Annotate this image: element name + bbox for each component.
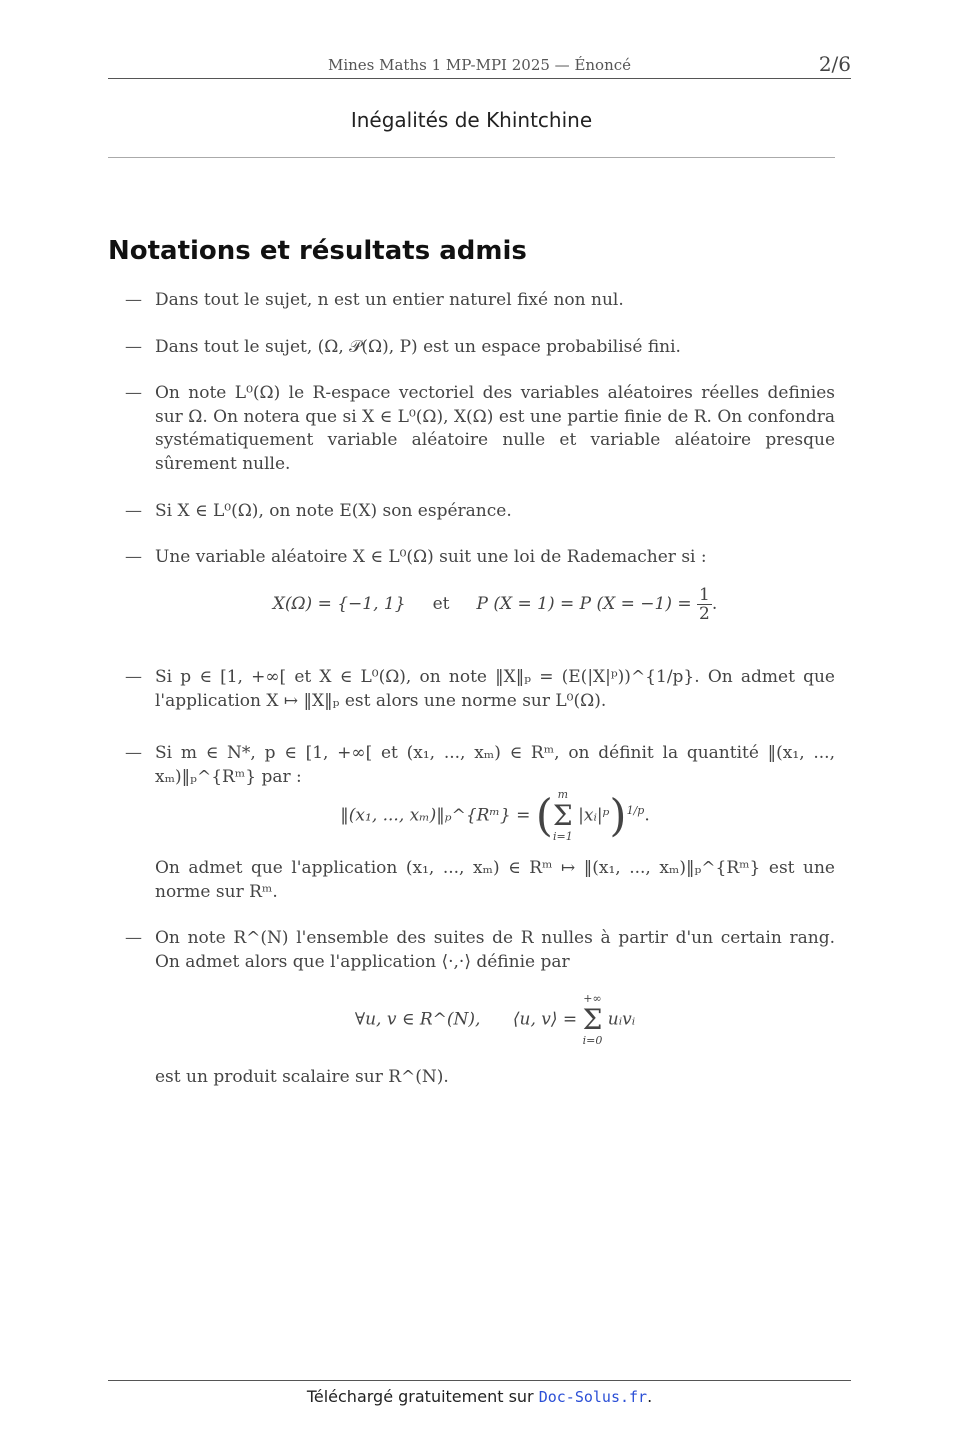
item-text: Si m ∈ N*, p ∈ [1, +∞[ et (x₁, ..., xₘ) ∈ Rᵐ, on définit la quantité ‖(x₁, ..., xₘ)‖ₚ^{Rᵐ} par : xyxy=(155,743,835,787)
item-text: On admet que l'application (x₁, ..., xₘ) ∈ Rᵐ ↦ ‖(x₁, ..., xₘ)‖ₚ^{Rᵐ} est une norme sur Rᵐ. xyxy=(155,858,835,902)
fraction xyxy=(697,586,712,623)
rademacher-equation: X(Ω) = {−1, 1} et P (X = 1) = P (X = −1) = $\frac{1}{2}$ . xyxy=(272,585,718,624)
list-item xyxy=(125,382,835,476)
page-number: 2/6 xyxy=(818,52,851,76)
section-title: Notations et résultats admis xyxy=(108,236,527,266)
title-divider xyxy=(108,157,835,158)
summation: m Σ i=1 xyxy=(552,788,573,843)
doc-solus-link[interactable]: Doc-Solus.fr xyxy=(538,1388,648,1406)
equation-part: uᵢvᵢ xyxy=(607,1009,636,1030)
item-text: On note R^(N) l'ensemble des suites de R nulles à partir d'un certain rang. On admet alors que l'application ⟨·,·⟩ définie par xyxy=(155,928,835,972)
equation-part: |xᵢ|ᵖ xyxy=(578,805,610,826)
running-title: Mines Maths 1 MP-MPI 2025 — Énoncé xyxy=(327,56,632,74)
item-text: Dans tout le sujet, (Ω, 𝒫(Ω), P) est un espace probabilisé fini. xyxy=(155,337,681,357)
item-text: Si p ∈ [1, +∞[ et X ∈ L⁰(Ω), on note ‖X‖ₚ = (E(|X|ᵖ))^{1/p}. On admet que l'application X ↦ ‖X‖ₚ est alors une norme sur L⁰(Ω). xyxy=(155,667,835,711)
list-item xyxy=(125,289,835,313)
fraction-numerator: 1 xyxy=(699,585,710,605)
fraction-denominator: 2 xyxy=(699,604,710,624)
item-text: Une variable aléatoire X ∈ L⁰(Ω) suit une loi de Rademacher si : xyxy=(155,547,707,567)
equation-part: X(Ω) = {−1, 1} xyxy=(272,594,406,614)
item-text: On note L⁰(Ω) le R-espace vectoriel des variables aléatoires réelles definies sur Ω. On notera que si X ∈ L⁰(Ω), X(Ω) est une partie finie de R. On confondra systématiquement variable aléatoire nulle et variable aléatoire presque sûrement nulle. xyxy=(155,383,835,474)
sum-upper-limit: m xyxy=(557,788,569,801)
list-item xyxy=(125,927,835,974)
inner-product-equation xyxy=(155,992,835,1048)
sum-lower-limit: i=0 xyxy=(582,1034,603,1047)
dash-bullet: — xyxy=(125,667,142,687)
dash-bullet: — xyxy=(125,501,142,521)
equation-part: ⟨u, v⟩ = xyxy=(512,1009,578,1030)
list-item-continuation xyxy=(155,857,835,904)
list-item xyxy=(125,500,835,524)
dash-bullet: — xyxy=(125,383,142,403)
footer-divider xyxy=(108,1380,851,1381)
norm-definition-equation: ‖(x₁, ..., xₘ)‖ₚ^{Rᵐ} = ( m Σ i=1 |xᵢ|ᵖ)$^{1/p}$. xyxy=(340,788,650,843)
exponent: 1/p xyxy=(626,803,645,817)
item-text: est un produit scalaire sur R^(N). xyxy=(155,1067,449,1087)
running-header xyxy=(108,54,851,79)
list-item xyxy=(125,546,835,570)
equation-part: P (X = 1) = P (X = −1) = xyxy=(476,594,692,614)
dash-bullet: — xyxy=(125,290,142,310)
list-item xyxy=(125,666,835,713)
sum-upper-limit: +∞ xyxy=(583,992,602,1005)
footer-prefix: Téléchargé gratuitement sur xyxy=(306,1387,534,1406)
list-item xyxy=(125,336,835,360)
dash-bullet: — xyxy=(125,928,142,948)
item-text: Si X ∈ L⁰(Ω), on note E(X) son espérance. xyxy=(155,501,512,521)
list-item-continuation xyxy=(155,1066,835,1090)
footer xyxy=(108,1387,851,1406)
equation-part: ∀u, v ∈ R^(N), xyxy=(354,1009,481,1030)
document-title: Inégalités de Khintchine xyxy=(350,108,593,132)
sum-lower-limit: i=1 xyxy=(552,830,573,843)
footer-suffix: . xyxy=(647,1387,653,1406)
dash-bullet: — xyxy=(125,337,142,357)
item-text: Dans tout le sujet, n est un entier naturel fixé non nul. xyxy=(155,290,624,310)
dash-bullet: — xyxy=(125,547,142,567)
equation-part: et xyxy=(432,594,450,614)
dash-bullet: — xyxy=(125,743,142,763)
summation: +∞ Σ i=0 xyxy=(582,992,603,1047)
equation-part: ‖(x₁, ..., xₘ)‖ₚ^{Rᵐ} = xyxy=(340,805,531,826)
list-item xyxy=(125,742,835,789)
